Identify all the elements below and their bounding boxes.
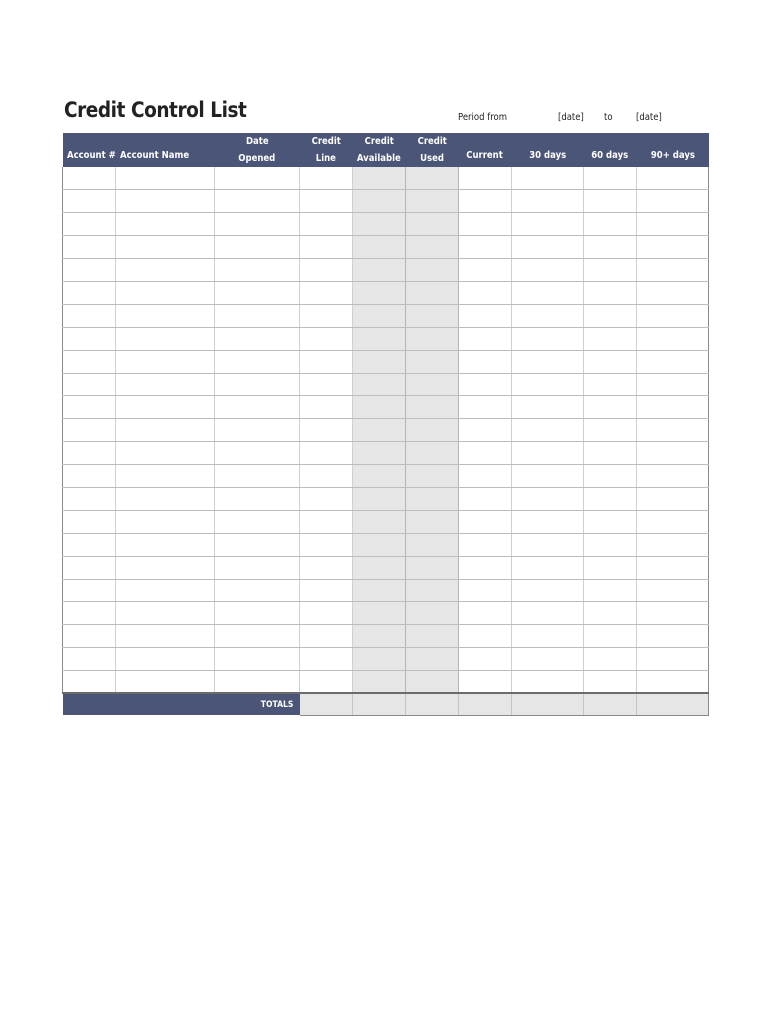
cell-90-plus-days[interactable] bbox=[637, 327, 709, 350]
cell-current[interactable] bbox=[459, 648, 512, 671]
cell-current[interactable] bbox=[459, 373, 512, 396]
cell-credit-line[interactable] bbox=[300, 648, 353, 671]
cell-current[interactable] bbox=[459, 190, 512, 213]
cell-credit-used bbox=[406, 304, 459, 327]
cell-current[interactable] bbox=[459, 419, 512, 442]
cell-account-name[interactable] bbox=[116, 281, 215, 304]
cell-30-days[interactable] bbox=[512, 350, 584, 373]
cell-90-plus-days[interactable] bbox=[637, 350, 709, 373]
cell-account-number[interactable] bbox=[63, 281, 116, 304]
cell-account-number[interactable] bbox=[63, 510, 116, 533]
table-row bbox=[63, 602, 709, 625]
cell-current[interactable] bbox=[459, 442, 512, 465]
cell-credit-line[interactable] bbox=[300, 556, 353, 579]
header-30-days: 30 days bbox=[512, 133, 584, 167]
cell-current[interactable] bbox=[459, 602, 512, 625]
cell-30-days[interactable] bbox=[512, 625, 584, 648]
cell-60-days[interactable] bbox=[584, 625, 637, 648]
table-row bbox=[63, 259, 709, 282]
cell-credit-available bbox=[353, 236, 406, 259]
table-row bbox=[63, 327, 709, 350]
cell-date-opened[interactable] bbox=[215, 465, 300, 488]
cell-current[interactable] bbox=[459, 281, 512, 304]
table-row bbox=[63, 419, 709, 442]
cell-credit-line[interactable] bbox=[300, 442, 353, 465]
cell-credit-used bbox=[406, 327, 459, 350]
cell-30-days[interactable] bbox=[512, 259, 584, 282]
cell-current[interactable] bbox=[459, 304, 512, 327]
cell-credit-available bbox=[353, 579, 406, 602]
cell-30-days[interactable] bbox=[512, 213, 584, 236]
cell-credit-available bbox=[353, 625, 406, 648]
cell-account-name[interactable] bbox=[116, 259, 215, 282]
cell-account-name[interactable] bbox=[116, 373, 215, 396]
cell-account-name[interactable] bbox=[116, 350, 215, 373]
cell-90-plus-days[interactable] bbox=[637, 167, 709, 190]
cell-account-number[interactable] bbox=[63, 190, 116, 213]
cell-account-number[interactable] bbox=[63, 442, 116, 465]
cell-credit-available bbox=[353, 304, 406, 327]
table-row bbox=[63, 510, 709, 533]
cell-date-opened[interactable] bbox=[215, 213, 300, 236]
cell-account-number[interactable] bbox=[63, 625, 116, 648]
cell-90-plus-days[interactable] bbox=[637, 602, 709, 625]
cell-date-opened[interactable] bbox=[215, 281, 300, 304]
cell-account-name[interactable] bbox=[116, 190, 215, 213]
cell-60-days[interactable] bbox=[584, 556, 637, 579]
cell-60-days[interactable] bbox=[584, 281, 637, 304]
table-row bbox=[63, 236, 709, 259]
cell-90-plus-days[interactable] bbox=[637, 190, 709, 213]
table-row bbox=[63, 487, 709, 510]
cell-credit-available bbox=[353, 213, 406, 236]
document-title: Credit Control List bbox=[64, 98, 247, 122]
total-credit-available bbox=[353, 693, 406, 715]
cell-account-number[interactable] bbox=[63, 602, 116, 625]
cell-30-days[interactable] bbox=[512, 648, 584, 671]
table-row bbox=[63, 213, 709, 236]
cell-current[interactable] bbox=[459, 327, 512, 350]
cell-60-days[interactable] bbox=[584, 533, 637, 556]
cell-90-plus-days[interactable] bbox=[637, 419, 709, 442]
cell-credit-available bbox=[353, 533, 406, 556]
table-row bbox=[63, 442, 709, 465]
table-row bbox=[63, 396, 709, 419]
cell-account-number[interactable] bbox=[63, 487, 116, 510]
cell-credit-available bbox=[353, 190, 406, 213]
cell-30-days[interactable] bbox=[512, 442, 584, 465]
cell-60-days[interactable] bbox=[584, 350, 637, 373]
cell-credit-line[interactable] bbox=[300, 281, 353, 304]
cell-90-plus-days[interactable] bbox=[637, 236, 709, 259]
cell-30-days[interactable] bbox=[512, 236, 584, 259]
cell-60-days[interactable] bbox=[584, 579, 637, 602]
cell-60-days[interactable] bbox=[584, 396, 637, 419]
table-totals bbox=[63, 693, 709, 715]
cell-90-plus-days[interactable] bbox=[637, 259, 709, 282]
cell-account-name[interactable] bbox=[116, 625, 215, 648]
cell-30-days[interactable] bbox=[512, 510, 584, 533]
cell-credit-available bbox=[353, 167, 406, 190]
cell-account-name[interactable] bbox=[116, 648, 215, 671]
cell-30-days[interactable] bbox=[512, 373, 584, 396]
cell-60-days[interactable] bbox=[584, 373, 637, 396]
cell-30-days[interactable] bbox=[512, 304, 584, 327]
header-90-plus-days: 90+ days bbox=[637, 133, 709, 167]
cell-account-number[interactable] bbox=[63, 213, 116, 236]
cell-date-opened[interactable] bbox=[215, 350, 300, 373]
cell-credit-used bbox=[406, 579, 459, 602]
cell-60-days[interactable] bbox=[584, 648, 637, 671]
cell-date-opened[interactable] bbox=[215, 556, 300, 579]
credit-control-sheet bbox=[62, 133, 708, 716]
cell-credit-used bbox=[406, 602, 459, 625]
cell-account-name[interactable] bbox=[116, 510, 215, 533]
cell-account-number[interactable] bbox=[63, 373, 116, 396]
cell-60-days[interactable] bbox=[584, 442, 637, 465]
cell-credit-line[interactable] bbox=[300, 487, 353, 510]
period-to-value[interactable]: [date] bbox=[636, 112, 662, 123]
cell-account-number[interactable] bbox=[63, 327, 116, 350]
cell-credit-available bbox=[353, 373, 406, 396]
cell-account-name[interactable] bbox=[116, 533, 215, 556]
cell-60-days[interactable] bbox=[584, 213, 637, 236]
cell-account-name[interactable] bbox=[116, 602, 215, 625]
period-from-value[interactable]: [date] bbox=[558, 112, 584, 123]
cell-30-days[interactable] bbox=[512, 556, 584, 579]
table-row bbox=[63, 167, 709, 190]
cell-30-days[interactable] bbox=[512, 487, 584, 510]
table-header bbox=[63, 133, 709, 167]
cell-90-plus-days[interactable] bbox=[637, 625, 709, 648]
total-current bbox=[459, 693, 512, 715]
cell-current[interactable] bbox=[459, 236, 512, 259]
table-row bbox=[63, 281, 709, 304]
total-30-days bbox=[512, 693, 584, 715]
cell-credit-used bbox=[406, 442, 459, 465]
cell-account-number[interactable] bbox=[63, 671, 116, 694]
cell-current[interactable] bbox=[459, 487, 512, 510]
cell-90-plus-days[interactable] bbox=[637, 579, 709, 602]
cell-date-opened[interactable] bbox=[215, 602, 300, 625]
cell-credit-line[interactable] bbox=[300, 213, 353, 236]
total-60-days bbox=[584, 693, 637, 715]
cell-date-opened[interactable] bbox=[215, 190, 300, 213]
cell-credit-line[interactable] bbox=[300, 190, 353, 213]
cell-credit-available bbox=[353, 281, 406, 304]
cell-credit-used bbox=[406, 259, 459, 282]
cell-60-days[interactable] bbox=[584, 510, 637, 533]
cell-current[interactable] bbox=[459, 167, 512, 190]
cell-30-days[interactable] bbox=[512, 396, 584, 419]
cell-60-days[interactable] bbox=[584, 236, 637, 259]
cell-30-days[interactable] bbox=[512, 190, 584, 213]
cell-credit-line[interactable] bbox=[300, 236, 353, 259]
header-60-days: 60 days bbox=[584, 133, 637, 167]
cell-credit-available bbox=[353, 510, 406, 533]
cell-90-plus-days[interactable] bbox=[637, 465, 709, 488]
cell-credit-line[interactable] bbox=[300, 167, 353, 190]
cell-credit-available bbox=[353, 327, 406, 350]
cell-60-days[interactable] bbox=[584, 190, 637, 213]
cell-credit-line[interactable] bbox=[300, 579, 353, 602]
cell-credit-line[interactable] bbox=[300, 625, 353, 648]
cell-credit-line[interactable] bbox=[300, 304, 353, 327]
cell-credit-used bbox=[406, 465, 459, 488]
cell-account-number[interactable] bbox=[63, 259, 116, 282]
cell-date-opened[interactable] bbox=[215, 648, 300, 671]
cell-credit-used bbox=[406, 419, 459, 442]
total-90-plus-days bbox=[637, 693, 709, 715]
cell-90-plus-days[interactable] bbox=[637, 533, 709, 556]
cell-date-opened[interactable] bbox=[215, 442, 300, 465]
cell-credit-used bbox=[406, 190, 459, 213]
cell-60-days[interactable] bbox=[584, 671, 637, 694]
cell-credit-available bbox=[353, 487, 406, 510]
cell-credit-available bbox=[353, 602, 406, 625]
cell-30-days[interactable] bbox=[512, 579, 584, 602]
cell-credit-used bbox=[406, 648, 459, 671]
cell-date-opened[interactable] bbox=[215, 167, 300, 190]
cell-30-days[interactable] bbox=[512, 602, 584, 625]
cell-60-days[interactable] bbox=[584, 167, 637, 190]
cell-current[interactable] bbox=[459, 396, 512, 419]
cell-credit-available bbox=[353, 259, 406, 282]
cell-90-plus-days[interactable] bbox=[637, 648, 709, 671]
cell-date-opened[interactable] bbox=[215, 327, 300, 350]
cell-credit-line[interactable] bbox=[300, 259, 353, 282]
cell-30-days[interactable] bbox=[512, 533, 584, 556]
cell-credit-used bbox=[406, 236, 459, 259]
cell-credit-line[interactable] bbox=[300, 327, 353, 350]
cell-30-days[interactable] bbox=[512, 419, 584, 442]
cell-credit-line[interactable] bbox=[300, 419, 353, 442]
cell-account-name[interactable] bbox=[116, 556, 215, 579]
cell-credit-used bbox=[406, 556, 459, 579]
cell-account-number[interactable] bbox=[63, 556, 116, 579]
header-account-name: Account Name bbox=[116, 133, 215, 167]
cell-account-name[interactable] bbox=[116, 442, 215, 465]
cell-date-opened[interactable] bbox=[215, 533, 300, 556]
cell-account-name[interactable] bbox=[116, 213, 215, 236]
cell-credit-used bbox=[406, 396, 459, 419]
cell-credit-available bbox=[353, 419, 406, 442]
cell-current[interactable] bbox=[459, 259, 512, 282]
table-row bbox=[63, 533, 709, 556]
cell-credit-used bbox=[406, 671, 459, 694]
cell-date-opened[interactable] bbox=[215, 579, 300, 602]
cell-account-number[interactable] bbox=[63, 419, 116, 442]
table-row bbox=[63, 304, 709, 327]
cell-credit-used bbox=[406, 373, 459, 396]
header-credit-line: Credit Line bbox=[300, 133, 353, 167]
table-row bbox=[63, 350, 709, 373]
cell-account-name[interactable] bbox=[116, 304, 215, 327]
cell-current[interactable] bbox=[459, 625, 512, 648]
table-row bbox=[63, 579, 709, 602]
cell-account-number[interactable] bbox=[63, 579, 116, 602]
cell-credit-line[interactable] bbox=[300, 465, 353, 488]
cell-date-opened[interactable] bbox=[215, 671, 300, 694]
cell-account-number[interactable] bbox=[63, 236, 116, 259]
cell-credit-used bbox=[406, 533, 459, 556]
table-row bbox=[63, 648, 709, 671]
header-credit-used: Credit Used bbox=[406, 133, 459, 167]
cell-account-name[interactable] bbox=[116, 167, 215, 190]
totals-label: TOTALS bbox=[63, 693, 300, 715]
cell-90-plus-days[interactable] bbox=[637, 487, 709, 510]
cell-date-opened[interactable] bbox=[215, 373, 300, 396]
cell-current[interactable] bbox=[459, 465, 512, 488]
cell-credit-line[interactable] bbox=[300, 671, 353, 694]
cell-date-opened[interactable] bbox=[215, 396, 300, 419]
cell-date-opened[interactable] bbox=[215, 510, 300, 533]
cell-30-days[interactable] bbox=[512, 465, 584, 488]
cell-credit-available bbox=[353, 396, 406, 419]
cell-90-plus-days[interactable] bbox=[637, 556, 709, 579]
cell-credit-available bbox=[353, 350, 406, 373]
cell-90-plus-days[interactable] bbox=[637, 213, 709, 236]
cell-30-days[interactable] bbox=[512, 281, 584, 304]
cell-credit-available bbox=[353, 648, 406, 671]
cell-date-opened[interactable] bbox=[215, 236, 300, 259]
cell-90-plus-days[interactable] bbox=[637, 396, 709, 419]
cell-date-opened[interactable] bbox=[215, 419, 300, 442]
cell-credit-used bbox=[406, 487, 459, 510]
cell-current[interactable] bbox=[459, 510, 512, 533]
cell-90-plus-days[interactable] bbox=[637, 281, 709, 304]
cell-credit-available bbox=[353, 556, 406, 579]
cell-credit-line[interactable] bbox=[300, 510, 353, 533]
cell-current[interactable] bbox=[459, 533, 512, 556]
cell-credit-used bbox=[406, 281, 459, 304]
cell-account-number[interactable] bbox=[63, 465, 116, 488]
header-current: Current bbox=[459, 133, 512, 167]
cell-30-days[interactable] bbox=[512, 327, 584, 350]
cell-date-opened[interactable] bbox=[215, 259, 300, 282]
cell-60-days[interactable] bbox=[584, 487, 637, 510]
table-body bbox=[63, 167, 709, 693]
cell-credit-used bbox=[406, 167, 459, 190]
cell-credit-line[interactable] bbox=[300, 350, 353, 373]
total-credit-line bbox=[300, 693, 353, 715]
cell-credit-available bbox=[353, 465, 406, 488]
cell-credit-line[interactable] bbox=[300, 533, 353, 556]
cell-account-name[interactable] bbox=[116, 419, 215, 442]
header-account-number: Account # bbox=[63, 133, 116, 167]
cell-date-opened[interactable] bbox=[215, 304, 300, 327]
cell-account-name[interactable] bbox=[116, 396, 215, 419]
cell-account-name[interactable] bbox=[116, 327, 215, 350]
cell-credit-available bbox=[353, 442, 406, 465]
period-from-label: Period from bbox=[458, 112, 507, 123]
cell-credit-used bbox=[406, 625, 459, 648]
header-date-opened: Date Opened bbox=[215, 133, 300, 167]
cell-current[interactable] bbox=[459, 671, 512, 694]
cell-60-days[interactable] bbox=[584, 419, 637, 442]
cell-account-number[interactable] bbox=[63, 396, 116, 419]
cell-account-number[interactable] bbox=[63, 350, 116, 373]
table-row bbox=[63, 465, 709, 488]
cell-30-days[interactable] bbox=[512, 167, 584, 190]
cell-current[interactable] bbox=[459, 556, 512, 579]
cell-60-days[interactable] bbox=[584, 259, 637, 282]
cell-date-opened[interactable] bbox=[215, 625, 300, 648]
cell-current[interactable] bbox=[459, 213, 512, 236]
cell-account-name[interactable] bbox=[116, 465, 215, 488]
credit-control-table bbox=[62, 133, 709, 716]
cell-current[interactable] bbox=[459, 350, 512, 373]
cell-90-plus-days[interactable] bbox=[637, 510, 709, 533]
cell-60-days[interactable] bbox=[584, 465, 637, 488]
cell-account-name[interactable] bbox=[116, 487, 215, 510]
cell-account-name[interactable] bbox=[116, 236, 215, 259]
cell-current[interactable] bbox=[459, 579, 512, 602]
cell-account-number[interactable] bbox=[63, 304, 116, 327]
table-row bbox=[63, 190, 709, 213]
cell-credit-line[interactable] bbox=[300, 373, 353, 396]
cell-account-number[interactable] bbox=[63, 167, 116, 190]
table-row bbox=[63, 671, 709, 694]
cell-date-opened[interactable] bbox=[215, 487, 300, 510]
header-credit-available: Credit Available bbox=[353, 133, 406, 167]
cell-credit-used bbox=[406, 213, 459, 236]
cell-credit-available bbox=[353, 671, 406, 694]
cell-account-name[interactable] bbox=[116, 579, 215, 602]
cell-90-plus-days[interactable] bbox=[637, 442, 709, 465]
cell-60-days[interactable] bbox=[584, 304, 637, 327]
period-to-label: to bbox=[604, 112, 613, 123]
cell-account-number[interactable] bbox=[63, 648, 116, 671]
cell-90-plus-days[interactable] bbox=[637, 373, 709, 396]
cell-credit-used bbox=[406, 510, 459, 533]
table-row bbox=[63, 373, 709, 396]
cell-account-number[interactable] bbox=[63, 533, 116, 556]
cell-credit-line[interactable] bbox=[300, 396, 353, 419]
cell-30-days[interactable] bbox=[512, 671, 584, 694]
cell-90-plus-days[interactable] bbox=[637, 304, 709, 327]
cell-credit-line[interactable] bbox=[300, 602, 353, 625]
total-credit-used bbox=[406, 693, 459, 715]
cell-90-plus-days[interactable] bbox=[637, 671, 709, 694]
cell-account-name[interactable] bbox=[116, 671, 215, 694]
table-row bbox=[63, 556, 709, 579]
cell-credit-used bbox=[406, 350, 459, 373]
cell-60-days[interactable] bbox=[584, 327, 637, 350]
cell-60-days[interactable] bbox=[584, 602, 637, 625]
table-row bbox=[63, 625, 709, 648]
